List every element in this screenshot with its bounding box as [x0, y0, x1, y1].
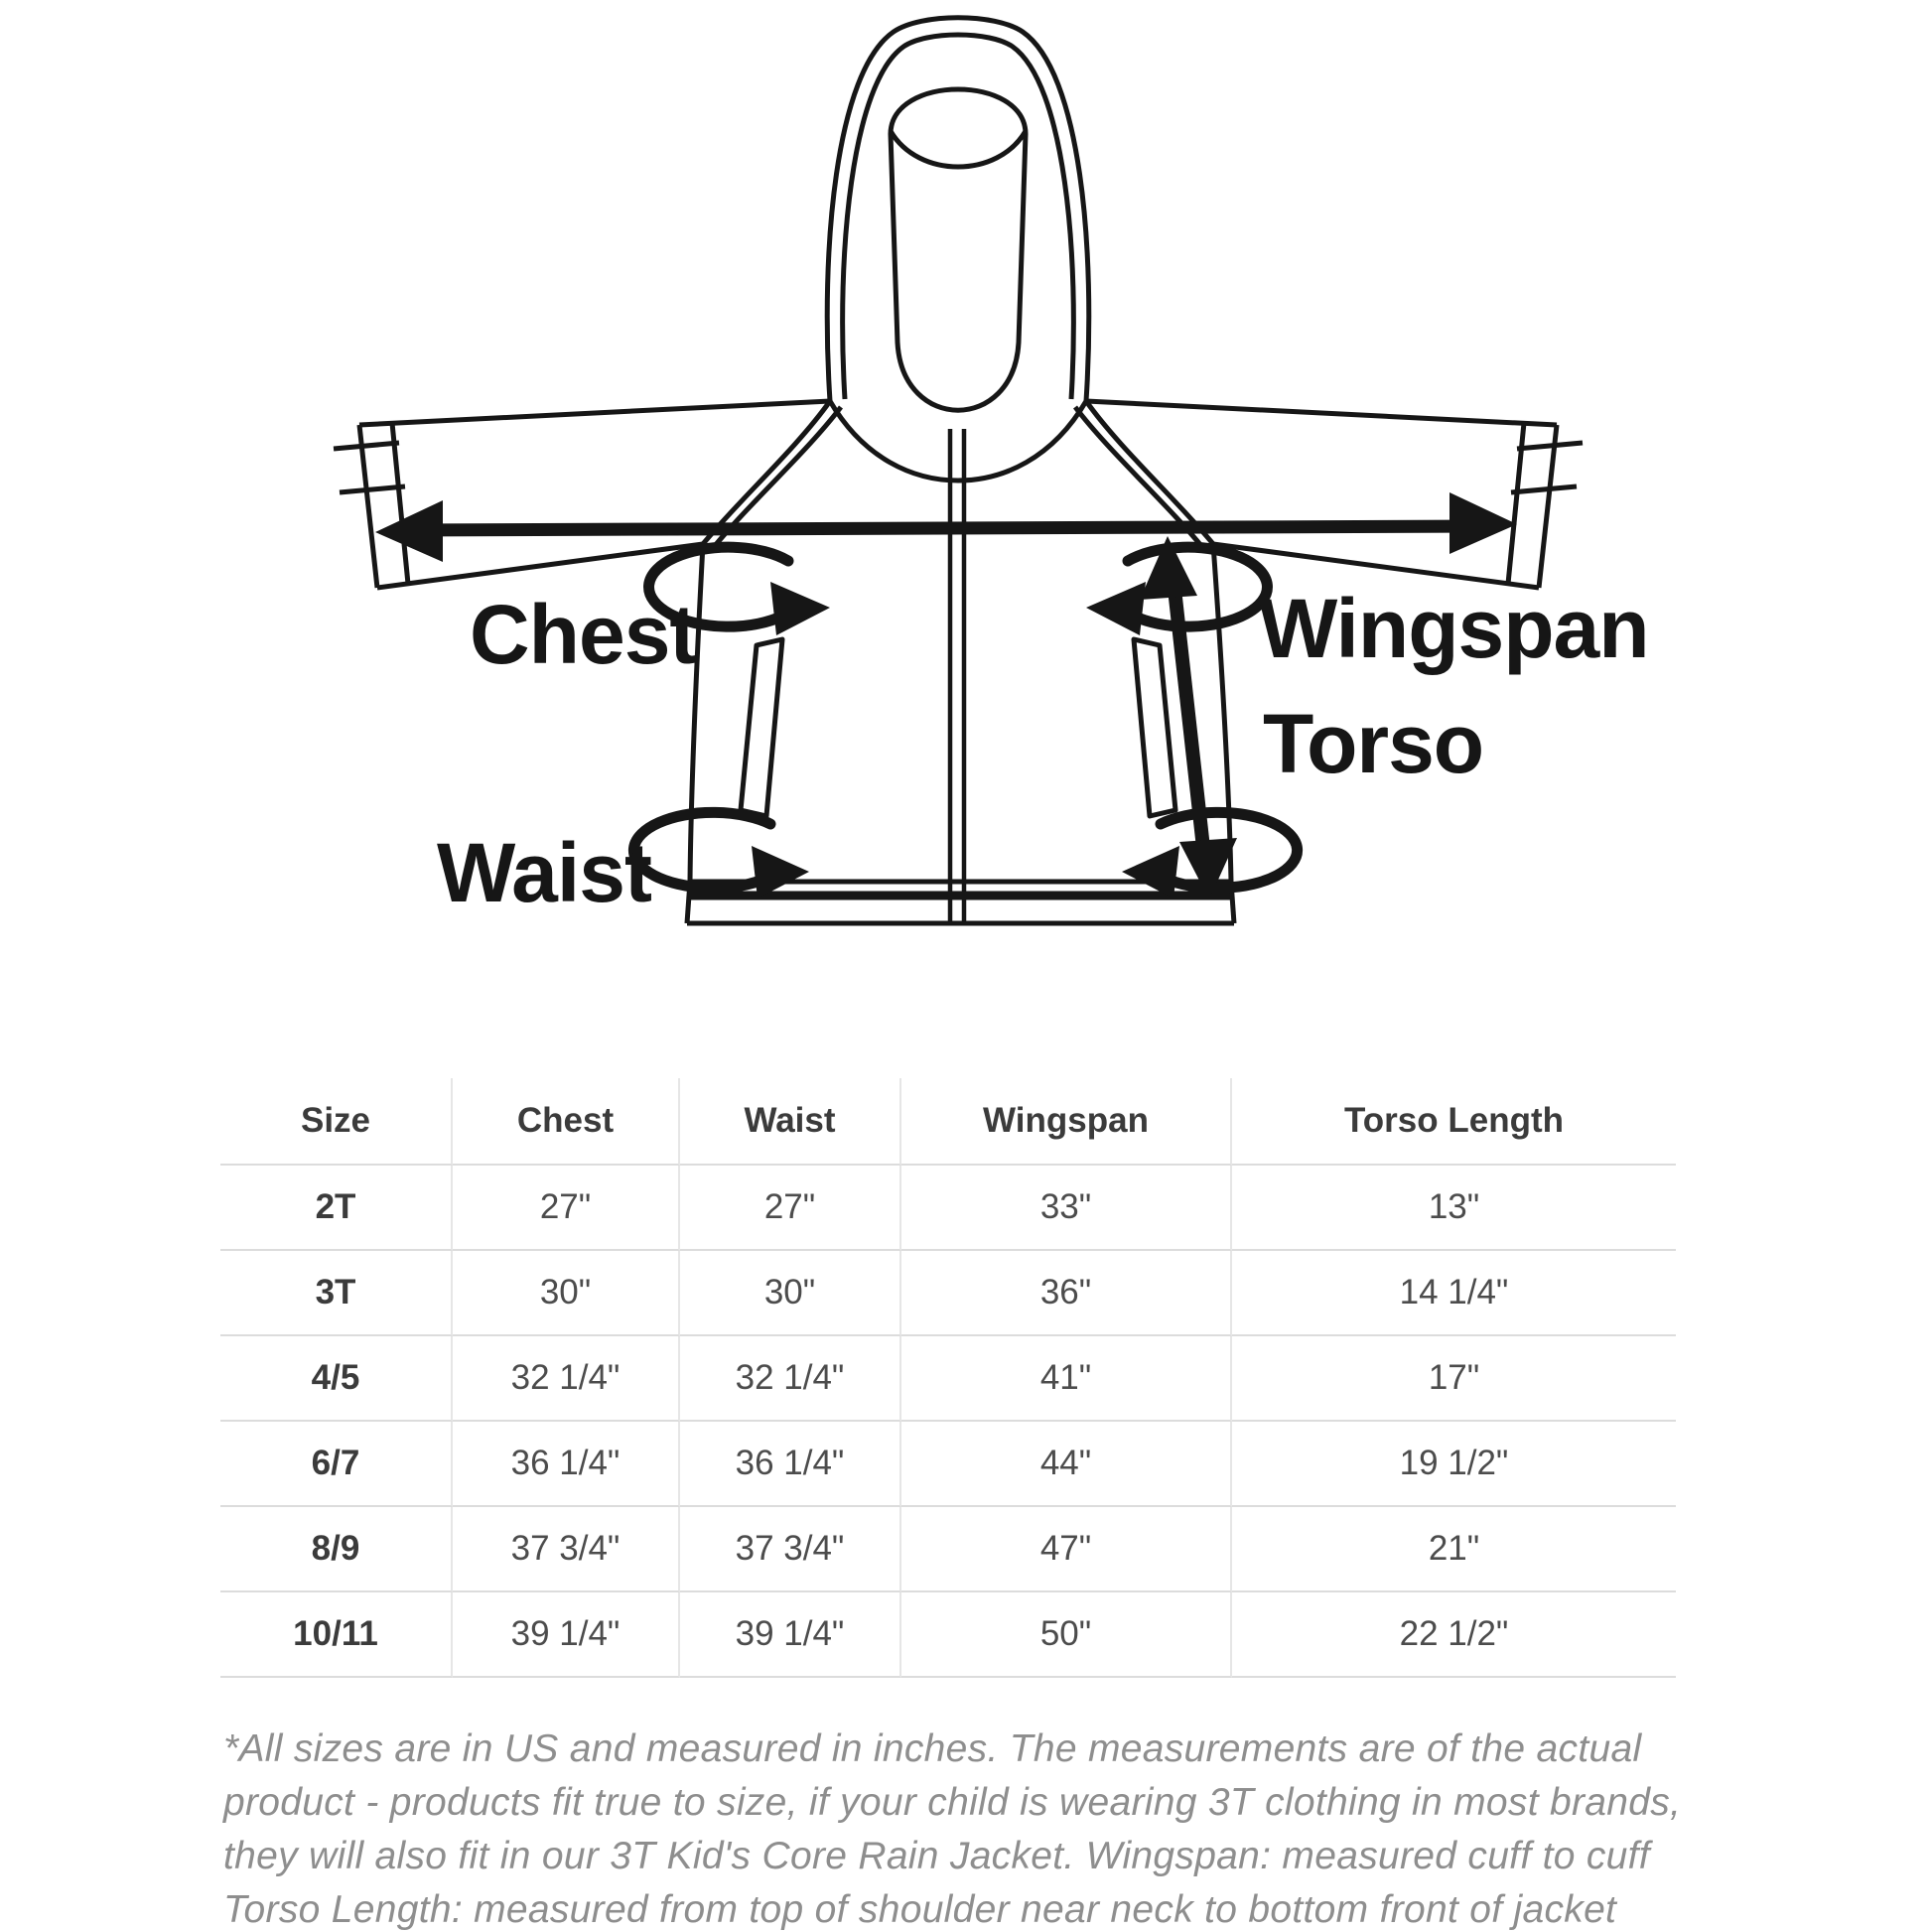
table-cell: 2T	[220, 1166, 453, 1251]
wingspan-label: Wingspan	[1259, 582, 1649, 675]
table-cell: 13"	[1232, 1166, 1676, 1251]
table-cell: 27"	[680, 1166, 901, 1251]
column-header-size: Size	[220, 1078, 453, 1166]
table-cell: 27"	[453, 1166, 680, 1251]
table-cell: 47"	[901, 1507, 1232, 1592]
footnote-line: *All sizes are in US and measured in inches. The measurements are of the actual	[223, 1727, 1642, 1770]
pockets	[741, 639, 1175, 816]
hood	[827, 18, 1089, 481]
table-cell: 32 1/4"	[680, 1336, 901, 1422]
footnote-line: product - products fit true to size, if your child is wearing 3T clothing in most brands,	[223, 1781, 1682, 1824]
table-cell: 30"	[680, 1251, 901, 1336]
table-cell: 37 3/4"	[453, 1507, 680, 1592]
footnote	[223, 1723, 1772, 1932]
table-cell: 22 1/2"	[1232, 1592, 1676, 1678]
table-cell: 30"	[453, 1251, 680, 1336]
table-cell: 19 1/2"	[1232, 1422, 1676, 1507]
left-sleeve	[334, 401, 830, 588]
table-cell: 33"	[901, 1166, 1232, 1251]
footnote-line: Torso Length: measured from top of shoulder near neck to bottom front of jacket	[223, 1888, 1617, 1931]
table-cell: 8/9	[220, 1507, 453, 1592]
table-cell: 37 3/4"	[680, 1507, 901, 1592]
table-cell: 4/5	[220, 1336, 453, 1422]
table-cell: 6/7	[220, 1422, 453, 1507]
column-header-chest: Chest	[453, 1078, 680, 1166]
table-cell: 50"	[901, 1592, 1232, 1678]
table-cell: 36"	[901, 1251, 1232, 1336]
table-cell: 21"	[1232, 1507, 1676, 1592]
table-cell: 41"	[901, 1336, 1232, 1422]
table-cell: 36 1/4"	[680, 1422, 901, 1507]
column-header-waist: Waist	[680, 1078, 901, 1166]
wingspan-arrow	[375, 492, 1517, 562]
column-header-torso-length: Torso Length	[1232, 1078, 1676, 1166]
table-cell: 14 1/4"	[1232, 1251, 1676, 1336]
chest-label: Chest	[470, 588, 697, 681]
table-cell: 39 1/4"	[453, 1592, 680, 1678]
waist-label: Waist	[437, 826, 651, 919]
table-cell: 3T	[220, 1251, 453, 1336]
footnote-line: they will also fit in our 3T Kid's Core Rain Jacket. Wingspan: measured cuff to cuff	[223, 1835, 1650, 1877]
size-chart-table	[220, 1078, 1676, 1678]
table-cell: 10/11	[220, 1592, 453, 1678]
zipper	[950, 429, 964, 923]
table-cell: 32 1/4"	[453, 1336, 680, 1422]
table-cell: 17"	[1232, 1336, 1676, 1422]
table-cell: 39 1/4"	[680, 1592, 901, 1678]
table-cell: 44"	[901, 1422, 1232, 1507]
table-cell: 36 1/4"	[453, 1422, 680, 1507]
torso-label: Torso	[1263, 697, 1484, 790]
column-header-wingspan: Wingspan	[901, 1078, 1232, 1166]
